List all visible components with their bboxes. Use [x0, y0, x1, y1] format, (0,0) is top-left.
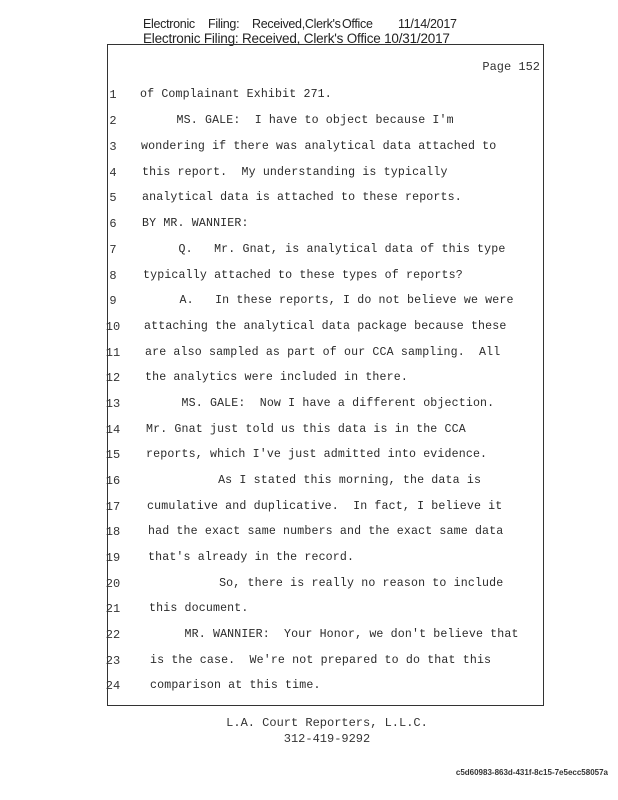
line-number: 13 — [105, 397, 121, 411]
line-number: 14 — [105, 423, 121, 437]
line-text: BY MR. WANNIER: — [142, 217, 249, 230]
line-text: MR. WANNIER: Your Honor, we don't believe that — [149, 628, 519, 641]
line-text: Mr. Gnat just told us this data is in the CCA — [146, 423, 466, 436]
line-text: that's already in the record. — [148, 551, 355, 564]
line-text: attaching the analytical data package because these — [144, 320, 507, 333]
line-text: typically attached to these types of reports? — [143, 269, 463, 282]
line-text: analytical data is attached to these reports. — [142, 191, 462, 204]
line-number: 10 — [105, 320, 121, 334]
line-number: 22 — [105, 628, 121, 642]
line-number: 5 — [109, 191, 117, 205]
line-number: 15 — [105, 448, 121, 462]
line-text: wondering if there was analytical data attached to — [141, 140, 497, 153]
line-text: are also sampled as part of our CCA sampling. All — [145, 346, 501, 359]
line-number: 1 — [109, 88, 117, 102]
line-text: MS. GALE: I have to object because I'm — [141, 114, 454, 127]
document-hash: c5d60983-863d-431f-8c15-7e5ecc58057a — [455, 768, 608, 777]
stamp-office: Office — [342, 17, 373, 31]
line-text: is the case. We're not prepared to do that this — [150, 654, 492, 667]
line-number: 4 — [109, 166, 117, 180]
line-number: 6 — [109, 217, 117, 231]
line-number: 24 — [105, 679, 121, 693]
line-number: 9 — [109, 294, 117, 308]
stamp-received: Received,Clerk's — [252, 17, 341, 31]
line-number: 21 — [105, 602, 121, 616]
line-number: 20 — [105, 577, 121, 591]
stamp-filing: Filing: — [208, 17, 240, 31]
line-number: 3 — [109, 140, 117, 154]
line-text: A. In these reports, I do not believe we were — [144, 294, 514, 307]
line-number: 12 — [105, 371, 121, 385]
line-text: reports, which I've just admitted into evidence. — [146, 448, 488, 461]
court-reporter-name: L.A. Court Reporters, L.L.C. — [226, 716, 428, 730]
line-number: 7 — [109, 243, 117, 257]
court-reporter-phone: 312-419-9292 — [283, 732, 371, 746]
line-text: had the exact same numbers and the exact same data — [148, 525, 504, 538]
line-number: 17 — [105, 500, 121, 514]
line-number: 11 — [105, 346, 121, 360]
line-text: the analytics were included in there. — [145, 371, 408, 384]
line-number: 16 — [105, 474, 121, 488]
line-number: 8 — [109, 269, 117, 283]
page-number: Page 152 — [482, 60, 540, 74]
stamp-date: 11/14/2017 — [398, 17, 457, 31]
filing-stamp-bottom: Electronic Filing: Received, Clerk's Office 10/31/2017 — [143, 31, 450, 46]
line-text: MS. GALE: Now I have a different objection. — [146, 397, 495, 410]
line-text: As I stated this morning, the data is — [147, 474, 482, 487]
stamp-electronic: Electronic — [143, 17, 195, 31]
line-text: So, there is really no reason to include — [148, 577, 504, 590]
line-number: 23 — [105, 654, 121, 668]
line-text: this report. My understanding is typically — [142, 166, 448, 179]
line-text: this document. — [149, 602, 249, 615]
line-number: 18 — [105, 525, 121, 539]
line-text: Q. Mr. Gnat, is analytical data of this type — [143, 243, 506, 256]
line-text: comparison at this time. — [150, 679, 321, 692]
line-text: cumulative and duplicative. In fact, I believe it — [147, 500, 503, 513]
line-number: 2 — [109, 114, 117, 128]
line-text: of Complainant Exhibit 271. — [140, 88, 332, 101]
line-number: 19 — [105, 551, 121, 565]
